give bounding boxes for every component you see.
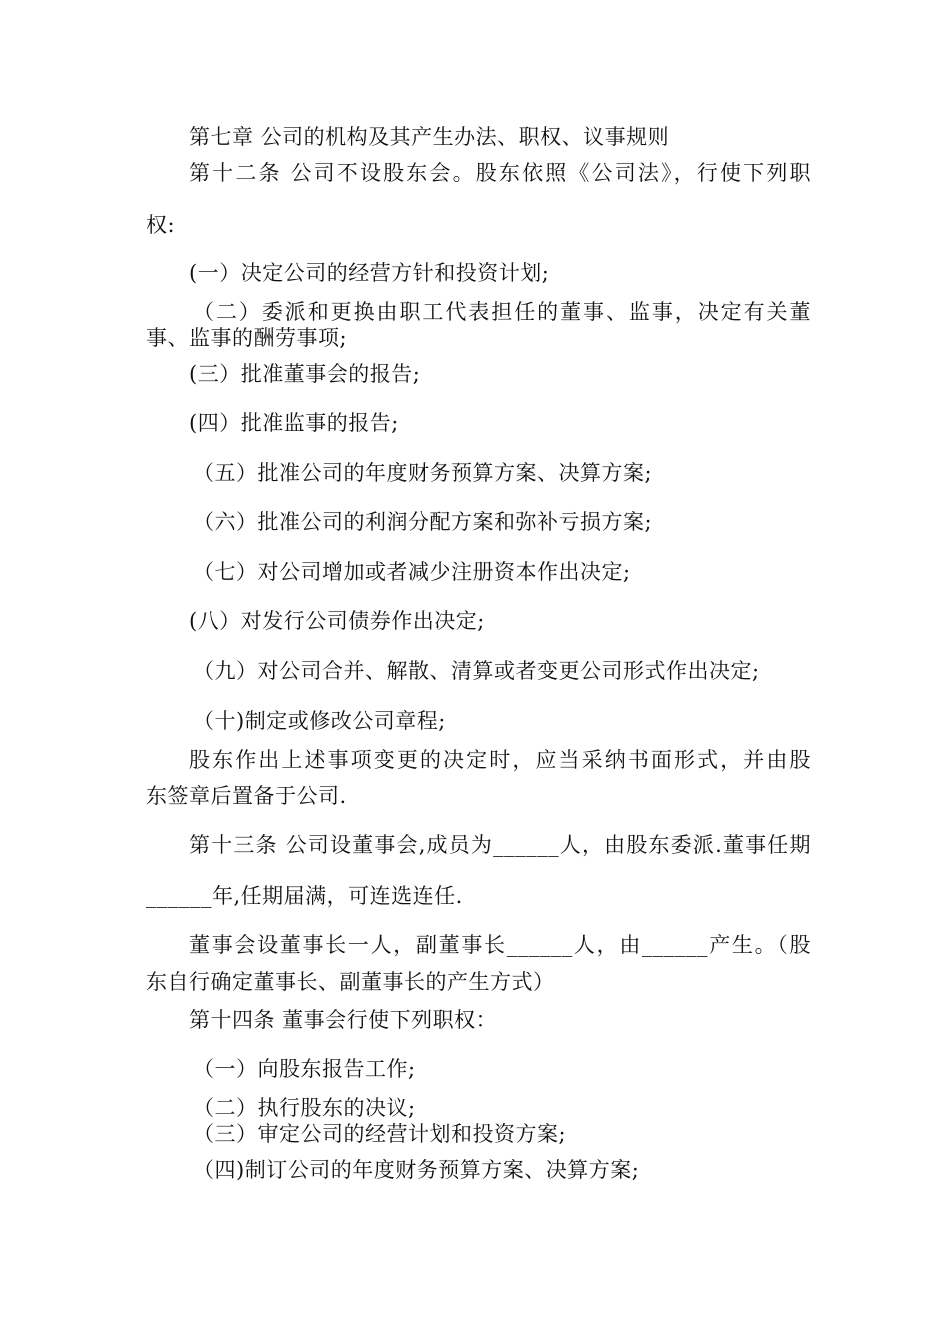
chapter-heading: 第七章 公司的机构及其产生办法、职权、议事规则 (189, 125, 670, 149)
article-12-item-4: (四）批准监事的报告; (189, 411, 399, 435)
article-12-note-line-2: 东签章后置备于公司. (146, 784, 347, 808)
article-12-line-1: 第十二条 公司不设股东会。股东依照《公司法》，行使下列职 (189, 161, 811, 185)
article-12-item-2-line-1: （二）委派和更换由职工代表担任的董事、监事，决定有关董 (193, 300, 811, 324)
article-12-item-10: （十)制定或修改公司章程; (193, 709, 446, 733)
article-12-item-6: （六）批准公司的利润分配方案和弥补亏损方案; (193, 510, 653, 534)
article-12-item-9: （九）对公司合并、解散、清算或者变更公司形式作出决定; (193, 659, 760, 683)
article-12-line-2: 权: (146, 213, 176, 237)
article-12-item-2-line-2: 事、监事的酬劳事项; (146, 326, 348, 350)
article-12-item-1: (一）决定公司的经营方针和投资计划; (189, 261, 550, 285)
article-12-note-line-1: 股东作出上述事项变更的决定时，应当采纳书面形式，并由股 (189, 748, 811, 772)
article-14-item-4: （四)制订公司的年度财务预算方案、决算方案; (193, 1158, 640, 1182)
article-14-heading: 第十四条 董事会行使下列职权： (189, 1008, 498, 1032)
article-14-item-2: （二）执行股东的决议; (193, 1096, 416, 1120)
article-12-item-7: （七）对公司增加或者减少注册资本作出决定; (193, 560, 631, 584)
article-13-chair-line-1: 董事会设董事长一人，副董事长______人，由______产生。（股 (189, 933, 811, 957)
article-12-item-3: (三）批准董事会的报告; (189, 362, 421, 386)
article-13-chair-line-2: 东自行确定董事长、副董事长的产生方式） (146, 970, 555, 994)
article-14-item-1: （一）向股东报告工作; (193, 1057, 416, 1081)
article-13-line-1: 第十三条 公司设董事会,成员为______人，由股东委派.董事任期 (189, 833, 811, 857)
article-14-item-3: （三）审定公司的经营计划和投资方案; (193, 1122, 567, 1146)
article-12-item-5: （五）批准公司的年度财务预算方案、决算方案; (193, 461, 653, 485)
article-12-item-8: (八）对发行公司债券作出决定; (189, 609, 485, 633)
article-13-line-2: ______年,任期届满，可连选连任. (146, 884, 463, 908)
